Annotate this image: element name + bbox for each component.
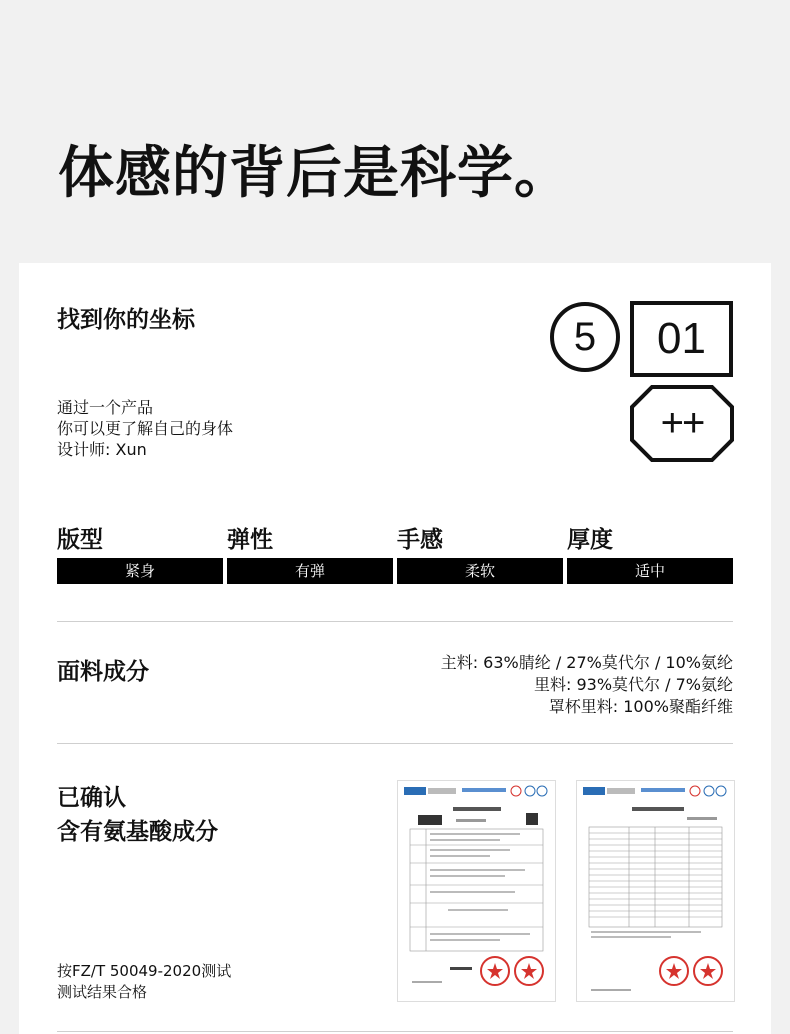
attribute-value: 柔软 <box>397 558 563 584</box>
size-box-badge: 01 <box>630 301 733 377</box>
fabric-line: 主料: 63%腈纶 / 27%莫代尔 / 10%氨纶 <box>440 653 733 672</box>
fabric-composition <box>441 652 733 718</box>
octagon-badge <box>630 385 734 462</box>
attribute-elasticity <box>227 525 393 584</box>
attribute-label: 版型 <box>57 527 103 553</box>
test-report-image <box>577 781 734 1001</box>
intro-line: 你可以更了解自己的身体 <box>57 419 234 438</box>
attribute-label: 手感 <box>397 527 443 553</box>
info-card <box>19 263 771 1034</box>
intro-line: 通过一个产品 <box>57 398 154 417</box>
intro-line: 设计师: Xun <box>57 440 147 459</box>
octagon-text: ++ <box>660 401 704 445</box>
fabric-line: 里料: 93%莫代尔 / 7%氨纶 <box>534 675 733 694</box>
confirm-line: 已确认 <box>57 785 126 811</box>
fabric-title: 面料成分 <box>57 659 149 685</box>
attribute-thickness <box>567 525 733 584</box>
section-divider <box>57 621 733 622</box>
test-line: 测试结果合格 <box>57 983 148 1001</box>
attribute-label: 厚度 <box>567 527 613 553</box>
section-divider <box>57 1031 733 1032</box>
page-headline: 体感的背后是科学。 <box>58 141 571 206</box>
test-note <box>57 961 231 1003</box>
section-divider <box>57 743 733 744</box>
confirm-line: 含有氨基酸成分 <box>57 819 218 845</box>
test-line: 按FZ/T 50049-2020测试 <box>57 962 232 980</box>
test-report-image <box>398 781 555 1001</box>
fabric-line: 罩杯里料: 100%聚酯纤维 <box>548 697 733 716</box>
coordinate-title: 找到你的坐标 <box>57 307 195 333</box>
attribute-handfeel <box>397 525 563 584</box>
attribute-fit <box>57 525 223 584</box>
attribute-value: 有弹 <box>227 558 393 584</box>
size-circle-badge: 5 <box>550 302 620 372</box>
coordinate-intro <box>57 397 233 460</box>
attribute-label: 弹性 <box>227 527 273 553</box>
attribute-value: 紧身 <box>57 558 223 584</box>
attribute-value: 适中 <box>567 558 733 584</box>
confirm-title <box>57 781 218 849</box>
